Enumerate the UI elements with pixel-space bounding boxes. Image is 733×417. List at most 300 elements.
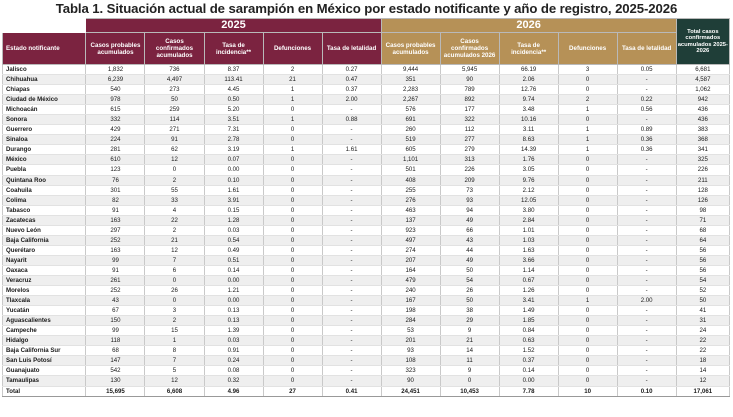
value-cell: 2.06 <box>499 75 558 85</box>
value-cell: 0 <box>263 296 322 306</box>
value-cell: 112 <box>440 125 499 135</box>
col-header-2025: Tasa de letalidad <box>322 33 381 65</box>
value-cell: 224 <box>86 135 145 145</box>
state-name-cell: Sonora <box>3 115 86 125</box>
value-cell: 73 <box>440 185 499 195</box>
value-cell: 0 <box>558 356 617 366</box>
table-row <box>3 95 730 105</box>
state-name-cell: Chiapas <box>3 85 86 95</box>
value-cell: 1.61 <box>322 145 381 155</box>
value-cell: 540 <box>86 85 145 95</box>
value-cell: 0 <box>558 85 617 95</box>
total-cell: 31 <box>676 316 729 326</box>
state-name-cell: Yucatán <box>3 306 86 316</box>
state-name-cell: Coahuila <box>3 185 86 195</box>
value-cell: 82 <box>86 195 145 205</box>
value-cell: 0 <box>263 135 322 145</box>
value-cell: 99 <box>86 326 145 336</box>
col-header-2025: Defunciones <box>263 33 322 65</box>
value-cell: 1 <box>263 95 322 105</box>
value-cell: 322 <box>440 115 499 125</box>
value-cell: 21 <box>145 235 204 245</box>
total-cell: 18 <box>676 356 729 366</box>
value-cell: 332 <box>86 115 145 125</box>
value-cell: 615 <box>86 105 145 115</box>
value-cell: 1.28 <box>204 215 263 225</box>
value-cell: - <box>617 235 676 245</box>
value-cell: 1.01 <box>499 225 558 235</box>
value-cell: 408 <box>381 175 440 185</box>
value-cell: - <box>617 115 676 125</box>
total-value-cell: 0.10 <box>617 386 676 396</box>
value-cell: 118 <box>86 336 145 346</box>
value-cell: - <box>617 205 676 215</box>
value-cell: 12 <box>145 245 204 255</box>
value-cell: 29 <box>440 316 499 326</box>
value-cell: 43 <box>440 235 499 245</box>
value-cell: 93 <box>381 346 440 356</box>
value-cell: - <box>322 175 381 185</box>
value-cell: 252 <box>86 286 145 296</box>
total-cell: 368 <box>676 135 729 145</box>
value-cell: 1.39 <box>204 326 263 336</box>
value-cell: 167 <box>381 296 440 306</box>
value-cell: - <box>322 195 381 205</box>
total-cell: 383 <box>676 125 729 135</box>
value-cell: 0.14 <box>204 265 263 275</box>
value-cell: 0.37 <box>499 356 558 366</box>
total-cell: 56 <box>676 265 729 275</box>
value-cell: 0 <box>558 245 617 255</box>
table-row <box>3 105 730 115</box>
value-cell: 0.24 <box>204 356 263 366</box>
value-cell: 0.05 <box>617 65 676 75</box>
table-body <box>3 65 730 397</box>
state-name-cell: Zacatecas <box>3 215 86 225</box>
value-cell: 2,267 <box>381 95 440 105</box>
value-cell: - <box>322 235 381 245</box>
value-cell: 463 <box>381 205 440 215</box>
total-value-cell: 4.96 <box>204 386 263 396</box>
value-cell: 2.12 <box>499 185 558 195</box>
value-cell: 12 <box>145 155 204 165</box>
state-name-cell: Baja California Sur <box>3 346 86 356</box>
value-cell: 301 <box>86 185 145 195</box>
table-row <box>3 316 730 326</box>
table-row <box>3 125 730 135</box>
value-cell: 49 <box>440 215 499 225</box>
value-cell: 49 <box>440 255 499 265</box>
measles-table <box>2 18 730 397</box>
value-cell: 0 <box>558 155 617 165</box>
value-cell: 14 <box>440 346 499 356</box>
value-cell: 21 <box>440 336 499 346</box>
value-cell: 0 <box>440 376 499 386</box>
value-cell: 0 <box>558 316 617 326</box>
state-name-cell: San Luis Potosí <box>3 356 86 366</box>
total-cell: 54 <box>676 275 729 285</box>
value-cell: 0.51 <box>204 255 263 265</box>
total-cell: 4,587 <box>676 75 729 85</box>
value-cell: 38 <box>440 306 499 316</box>
value-cell: 0 <box>263 165 322 175</box>
value-cell: 1,832 <box>86 65 145 75</box>
value-cell: - <box>617 306 676 316</box>
total-cell: 211 <box>676 175 729 185</box>
value-cell: 201 <box>381 336 440 346</box>
value-cell: 736 <box>145 65 204 75</box>
value-cell: 0.49 <box>204 245 263 255</box>
value-cell: 323 <box>381 366 440 376</box>
total-cell: 436 <box>676 105 729 115</box>
value-cell: - <box>322 286 381 296</box>
value-cell: 0.07 <box>204 155 263 165</box>
value-cell: 4,497 <box>145 75 204 85</box>
value-cell: 0 <box>558 376 617 386</box>
year-2026-header: 2026 <box>381 19 676 33</box>
value-cell: 2 <box>145 316 204 326</box>
value-cell: 0 <box>558 366 617 376</box>
value-cell: 0.13 <box>204 306 263 316</box>
value-cell: 8 <box>145 346 204 356</box>
total-cell: 341 <box>676 145 729 155</box>
value-cell: 33 <box>145 195 204 205</box>
total-value-cell: 7.78 <box>499 386 558 396</box>
state-name-cell: Sinaloa <box>3 135 86 145</box>
value-cell: 276 <box>381 195 440 205</box>
value-cell: 261 <box>86 275 145 285</box>
value-cell: 22 <box>145 215 204 225</box>
value-cell: 297 <box>86 225 145 235</box>
value-cell: 0.15 <box>204 205 263 215</box>
value-cell: - <box>617 85 676 95</box>
value-cell: - <box>322 296 381 306</box>
value-cell: 0 <box>558 75 617 85</box>
total-cell: 24 <box>676 326 729 336</box>
table-row <box>3 85 730 95</box>
value-cell: - <box>617 195 676 205</box>
table-row <box>3 286 730 296</box>
state-name-cell: Aguascalientes <box>3 316 86 326</box>
value-cell: 7 <box>145 255 204 265</box>
table-row <box>3 346 730 356</box>
value-cell: 68 <box>86 346 145 356</box>
value-cell: 0 <box>558 346 617 356</box>
value-cell: - <box>617 326 676 336</box>
state-name-cell: Nayarit <box>3 255 86 265</box>
state-name-cell: Campeche <box>3 326 86 336</box>
total-cell: 6,681 <box>676 65 729 75</box>
value-cell: 66 <box>440 225 499 235</box>
value-cell: 5 <box>145 366 204 376</box>
value-cell: 11 <box>440 356 499 366</box>
value-cell: 0.22 <box>617 95 676 105</box>
value-cell: - <box>322 165 381 175</box>
value-cell: 3.66 <box>499 255 558 265</box>
value-cell: 26 <box>440 286 499 296</box>
value-cell: - <box>617 265 676 275</box>
total-label-cell: Total <box>3 386 86 396</box>
value-cell: - <box>617 255 676 265</box>
value-cell: 1 <box>263 115 322 125</box>
value-cell: 0 <box>558 255 617 265</box>
table-row <box>3 75 730 85</box>
value-cell: 9 <box>440 366 499 376</box>
table-row <box>3 245 730 255</box>
value-cell: - <box>322 336 381 346</box>
value-cell: 519 <box>381 135 440 145</box>
total-value-cell: 10 <box>558 386 617 396</box>
value-cell: 108 <box>381 356 440 366</box>
value-cell: 501 <box>381 165 440 175</box>
value-cell: - <box>617 356 676 366</box>
value-cell: 271 <box>145 125 204 135</box>
total-cell: 226 <box>676 165 729 175</box>
state-name-cell: México <box>3 155 86 165</box>
value-cell: 8.63 <box>499 135 558 145</box>
value-cell: 0 <box>558 235 617 245</box>
value-cell: 0.88 <box>322 115 381 125</box>
value-cell: 5.20 <box>204 105 263 115</box>
table-row <box>3 205 730 215</box>
value-cell: 2.78 <box>204 135 263 145</box>
value-cell: 0.03 <box>204 336 263 346</box>
state-name-cell: Hidalgo <box>3 336 86 346</box>
value-cell: 123 <box>86 165 145 175</box>
total-value-cell: 0.41 <box>322 386 381 396</box>
value-cell: - <box>322 125 381 135</box>
table-row <box>3 135 730 145</box>
value-cell: 55 <box>145 185 204 195</box>
value-cell: 542 <box>86 366 145 376</box>
value-cell: 0.10 <box>204 175 263 185</box>
value-cell: 8.37 <box>204 65 263 75</box>
value-cell: 351 <box>381 75 440 85</box>
table-row <box>3 376 730 386</box>
value-cell: 137 <box>381 215 440 225</box>
value-cell: 5,945 <box>440 65 499 75</box>
value-cell: - <box>617 155 676 165</box>
state-name-cell: Nuevo León <box>3 225 86 235</box>
col-header-2025: Casos confirmados acumulados <box>145 33 204 65</box>
value-cell: 7.31 <box>204 125 263 135</box>
total-cell: 126 <box>676 195 729 205</box>
header-blank-cell <box>3 19 86 33</box>
value-cell: 0 <box>558 115 617 125</box>
value-cell: - <box>322 376 381 386</box>
value-cell: 277 <box>440 135 499 145</box>
value-cell: 0 <box>263 245 322 255</box>
total-cell: 68 <box>676 225 729 235</box>
col-header-2026: Casos confirmados acumulados 2026 <box>440 33 499 65</box>
value-cell: 1 <box>263 85 322 95</box>
table-row <box>3 336 730 346</box>
value-cell: 605 <box>381 145 440 155</box>
total-cell: 56 <box>676 245 729 255</box>
state-name-cell: Baja California <box>3 235 86 245</box>
value-cell: 0 <box>558 336 617 346</box>
value-cell: 0 <box>558 306 617 316</box>
total-cell: 22 <box>676 346 729 356</box>
value-cell: 0.14 <box>499 366 558 376</box>
value-cell: 91 <box>86 265 145 275</box>
value-cell: 26 <box>145 286 204 296</box>
value-cell: 0 <box>263 326 322 336</box>
value-cell: 0 <box>263 195 322 205</box>
total-cell: 41 <box>676 306 729 316</box>
value-cell: 0.36 <box>617 145 676 155</box>
value-cell: 0.03 <box>204 225 263 235</box>
value-cell: 284 <box>381 316 440 326</box>
col-header-2025: Tasa de incidencia** <box>204 33 263 65</box>
value-cell: 259 <box>145 105 204 115</box>
col-header-2026: Casos probables acumulados <box>381 33 440 65</box>
value-cell: 54 <box>440 275 499 285</box>
value-cell: 3.11 <box>499 125 558 135</box>
value-cell: 1 <box>558 145 617 155</box>
value-cell: 3.41 <box>499 296 558 306</box>
value-cell: - <box>617 336 676 346</box>
total-column-header: Total casos confirmados acumulados 2025-2026 <box>676 19 729 65</box>
value-cell: 0.00 <box>204 275 263 285</box>
value-cell: - <box>617 245 676 255</box>
value-cell: - <box>322 205 381 215</box>
value-cell: 1.63 <box>499 245 558 255</box>
value-cell: 260 <box>381 125 440 135</box>
value-cell: 50 <box>145 95 204 105</box>
value-cell: 0 <box>263 376 322 386</box>
value-cell: 114 <box>145 115 204 125</box>
value-cell: 0.08 <box>204 366 263 376</box>
col-header-2026: Tasa de incidencia** <box>499 33 558 65</box>
state-name-cell: Quintana Roo <box>3 175 86 185</box>
value-cell: 0 <box>263 366 322 376</box>
value-cell: - <box>617 286 676 296</box>
value-cell: 4 <box>145 205 204 215</box>
value-cell: 1.03 <box>499 235 558 245</box>
table-row <box>3 296 730 306</box>
value-cell: 7 <box>145 356 204 366</box>
value-cell: 0 <box>145 296 204 306</box>
value-cell: 2 <box>145 175 204 185</box>
total-cell: 325 <box>676 155 729 165</box>
value-cell: 923 <box>381 225 440 235</box>
state-name-cell: Veracruz <box>3 275 86 285</box>
value-cell: 1 <box>145 336 204 346</box>
value-cell: 0 <box>263 235 322 245</box>
value-cell: 281 <box>86 145 145 155</box>
value-cell: 1.21 <box>204 286 263 296</box>
value-cell: 0 <box>263 175 322 185</box>
value-cell: 0 <box>263 286 322 296</box>
value-cell: 0 <box>263 225 322 235</box>
total-cell: 52 <box>676 286 729 296</box>
value-cell: 789 <box>440 85 499 95</box>
value-cell: 3 <box>145 306 204 316</box>
state-name-cell: Michoacán <box>3 105 86 115</box>
value-cell: 1.61 <box>204 185 263 195</box>
value-cell: 0.63 <box>499 336 558 346</box>
value-cell: - <box>617 185 676 195</box>
value-cell: 978 <box>86 95 145 105</box>
state-name-cell: Ciudad de México <box>3 95 86 105</box>
value-cell: 0 <box>263 265 322 275</box>
value-cell: - <box>322 245 381 255</box>
value-cell: - <box>617 316 676 326</box>
table-row <box>3 225 730 235</box>
value-cell: 691 <box>381 115 440 125</box>
value-cell: 1.49 <box>499 306 558 316</box>
table-row <box>3 185 730 195</box>
value-cell: 1 <box>558 135 617 145</box>
value-cell: 1 <box>263 145 322 155</box>
table-row <box>3 265 730 275</box>
value-cell: 2 <box>263 65 322 75</box>
value-cell: 0.91 <box>204 346 263 356</box>
value-cell: 274 <box>381 245 440 255</box>
value-cell: 0.67 <box>499 275 558 285</box>
table-row <box>3 326 730 336</box>
value-cell: 99 <box>86 255 145 265</box>
value-cell: 3.48 <box>499 105 558 115</box>
total-cell: 22 <box>676 336 729 346</box>
value-cell: 610 <box>86 155 145 165</box>
value-cell: 113.41 <box>204 75 263 85</box>
value-cell: 2.00 <box>322 95 381 105</box>
table-title: Tabla 1. Situación actual de sarampión en México por estado notificante y año de registro, 2025-2026 <box>55 1 678 16</box>
value-cell: 44 <box>440 245 499 255</box>
value-cell: - <box>322 105 381 115</box>
total-row <box>3 386 730 396</box>
value-cell: 279 <box>440 145 499 155</box>
state-name-cell: Querétaro <box>3 245 86 255</box>
total-cell: 56 <box>676 255 729 265</box>
total-value-cell: 10,453 <box>440 386 499 396</box>
total-cell: 942 <box>676 95 729 105</box>
value-cell: 0 <box>558 225 617 235</box>
table-row <box>3 155 730 165</box>
value-cell: 1.26 <box>499 286 558 296</box>
value-cell: 0.37 <box>322 85 381 95</box>
state-name-cell: Durango <box>3 145 86 155</box>
value-cell: 0.84 <box>499 326 558 336</box>
total-value-cell: 15,695 <box>86 386 145 396</box>
value-cell: 9.74 <box>499 95 558 105</box>
value-cell: 1 <box>558 105 617 115</box>
value-cell: - <box>617 346 676 356</box>
value-cell: 163 <box>86 245 145 255</box>
table-row <box>3 356 730 366</box>
value-cell: - <box>322 275 381 285</box>
value-cell: 94 <box>440 205 499 215</box>
value-cell: 0 <box>263 155 322 165</box>
value-cell: 9 <box>440 326 499 336</box>
state-name-cell: Guanajuato <box>3 366 86 376</box>
value-cell: 0 <box>263 306 322 316</box>
value-cell: - <box>617 75 676 85</box>
value-cell: 252 <box>86 235 145 245</box>
value-cell: 0 <box>263 346 322 356</box>
value-cell: 0 <box>558 195 617 205</box>
value-cell: 0 <box>263 185 322 195</box>
value-cell: 0 <box>558 286 617 296</box>
value-cell: 12.76 <box>499 85 558 95</box>
value-cell: 0.50 <box>204 95 263 105</box>
value-cell: - <box>617 175 676 185</box>
value-cell: 892 <box>440 95 499 105</box>
value-cell: 240 <box>381 286 440 296</box>
value-cell: 429 <box>86 125 145 135</box>
